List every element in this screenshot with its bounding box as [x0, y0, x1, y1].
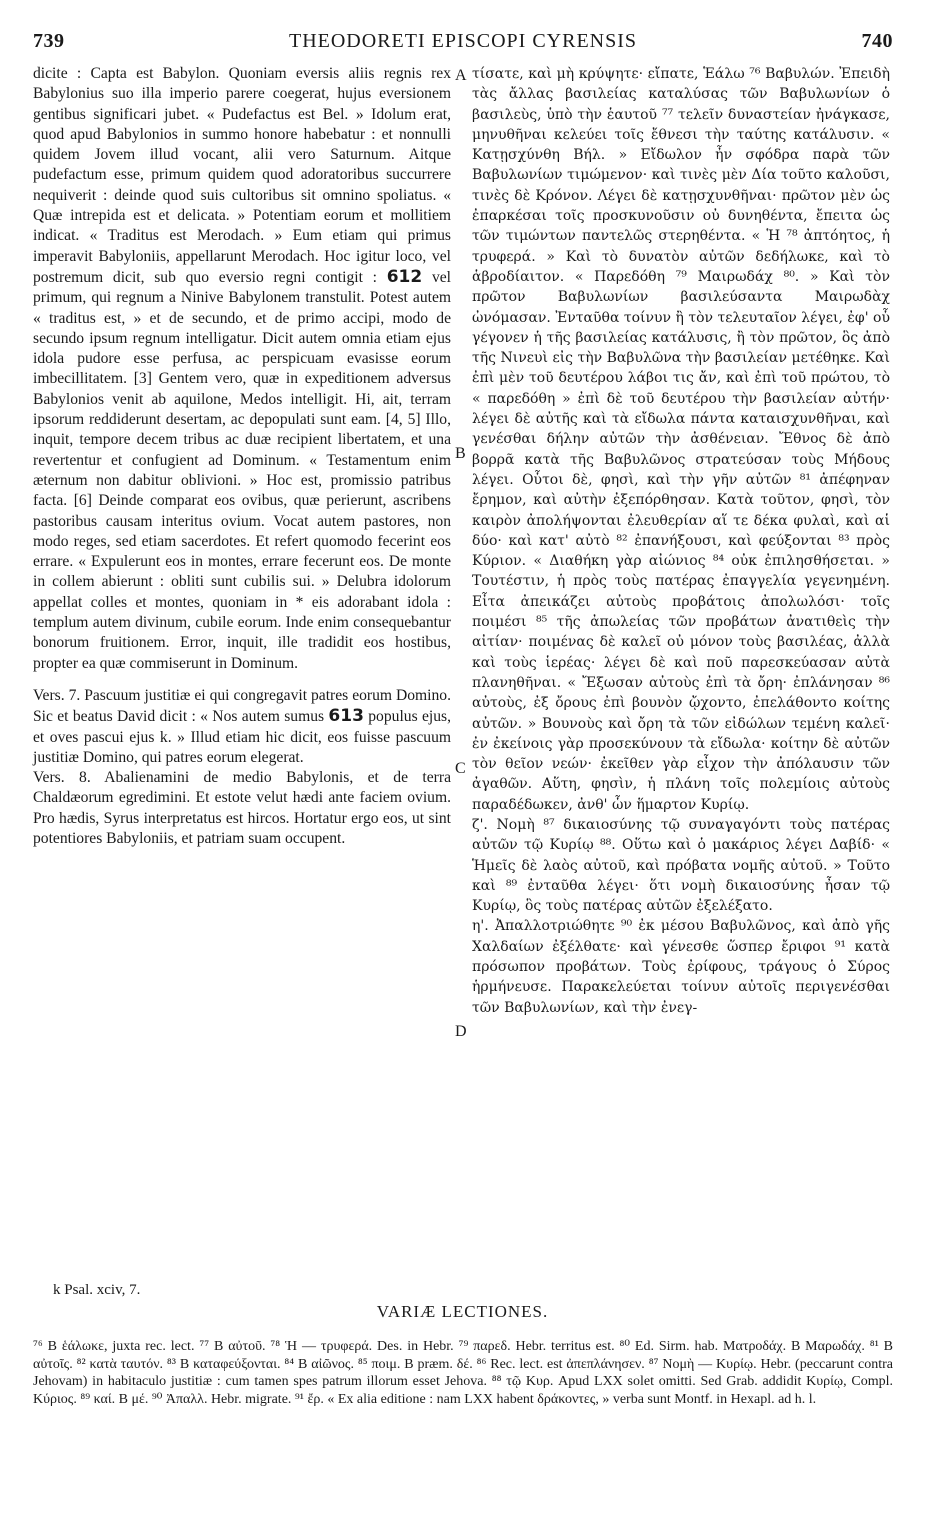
greek-column: [472, 64, 890, 1018]
migne-page-number: 612: [386, 266, 423, 287]
page-number-right: 740: [861, 30, 893, 52]
latin-verse-8: Vers. 8. Abalienamini de medio Babylonis, et de terra Chaldæorum egredimini. Et estote velut hædi ante faciem ovium. Pro hædis, Syrus interpretatus est hircos. Hortatur ergo eos, ut sint potentiores Babyloniis, et patriam suam occupent.: [33, 769, 451, 847]
variae-lectiones-title: VARIÆ LECTIONES.: [376, 1302, 549, 1321]
page-header: [33, 30, 893, 60]
section-marker-a: A: [455, 67, 467, 84]
greek-verse-8: η'. Ἀπαλλοτριώθητε ⁹⁰ ἐκ μέσου Βαβυλῶνος, καὶ ἀπὸ γῆς Χαλδαίων ἐξέλθατε· καὶ γένεσθε ὥσπερ ἔριφοι ⁹¹ κατὰ πρόσωπον προβάτων. Τοὺς ἐρίφους, τράγους ὁ Σύρος ἡρμήνευσε. Παρακελεύεται τοίνυν αὐτοῖς περιγενέσθαι τῶν Βαβυλωνίων, καὶ τὴν ἐνεγ-: [472, 918, 890, 1016]
section-marker-b: B: [455, 445, 466, 462]
page-number-left: 739: [33, 30, 65, 52]
section-marker-c: C: [455, 760, 466, 777]
latin-column: [33, 64, 451, 849]
section-marker-d: D: [455, 1023, 467, 1040]
greek-verse-7: ζ'. Νομὴ ⁸⁷ δικαιοσύνης τῷ συναγαγόντι τοὺς πατέρας αὐτῶν τῷ Κυρίῳ ⁸⁸. Οὕτω καὶ ὁ μακάριος λέγει Δαβίδ· « Ἡμεῖς δὲ λαὸς αὐτοῦ, καὶ πρόβατα νομῆς αὐτοῦ. » Τοῦτο καὶ ⁸⁹ ἐνταῦθα λέγει· ὅτι νομὴ δικαιοσύνης ἦσαν τῷ Κυρίῳ, ὃς τοὺς πατέρας αὐτῶν ἐξελέξατο.: [472, 816, 890, 915]
running-title: THEODORETI EPISCOPI CYRENSIS: [288, 30, 638, 52]
footnote: k Psal. xciv, 7.: [53, 1282, 141, 1298]
migne-page-number: 613: [328, 706, 364, 727]
variae-lectiones: ⁷⁶ B ἑάλωκε, juxta rec. lect. ⁷⁷ B αὐτοῦ. ⁷⁸ Ἡ — τρυφερά. Des. in Hebr. ⁷⁹ παρεδ. Hebr. territus est. ⁸⁰ Ed. Sirm. hab. Ματροδάχ. B Μαρωδάχ. ⁸¹ B αὐτοῖς. ⁸² κατὰ ταυτόν. ⁸³ B καταφεύξονται. ⁸⁴ B αἰῶνος. ⁸⁵ ποιμ. B præm. δέ. ⁸⁶ Rec. lect. est ἀπεπλάνησεν. ⁸⁷ Νομὴ — Κυρίῳ. Hebr. (peccarunt contra Jehovam) in habitaculo justitiæ : cum tamen spes patrum illorum esset Jehova. ⁸⁸ τῷ Κυρ. Apud LXX solet omitti. Sed Grab. addidit Κυρίῳ, Compl. Κύριος. ⁸⁹ καί. B μέ. ⁹⁰ Ἀπαλλ. Hebr. migrate. ⁹¹ ἔρ. « Ex alia editione : nam LXX habent δράκοντες, » verba sunt Montf. in Hexapl. ad h. l.: [33, 1339, 893, 1407]
latin-verse-7: Vers. 7. Pascuum justitiæ ei qui congregavit patres eorum Domino. Sic et beatus David dicit : « Nos autem sumus 613 populus ejus, et oves pascui ejus k. » Illud etiam hic dicit, eos fuisse pascuum justitiæ Domino, qui patres eorum elegerat.: [33, 686, 451, 766]
latin-paragraph: dicite : Capta est Babylon. Quoniam eversis aliis regnis rex Babylonius suo illa imperio parere coegerat, hujus eversionem gentibus significari jubet. « Pudefactus est Bel. » Idolum erat, quod apud Babylonios in summo honore habebatur : et nonnulli quidem Jovem illud vocant, alii vero Saturnum. Aitque pudefactum esse, primum quidem quod adoratoribus succurrere nequiverit : deinde quod suis cultoribus sit omnino spoliatus. « Quæ intrepida est et delicata. » Potentiam eorum et mollitiem indicat. « Traditus est Merodach. » Eum etiam qui primus imperavit Babyloniis, appellarunt Merodach. Hoc igitur loco, vel postremum dicit, sub quo eversio regni contigit : 612 vel primum, qui regnum a Ninive Babylonem transtulit. Potest autem « traditus est, » et de secundo, et de primo accipi, modo de secundo ipsum regnum intelligatur. Dicit autem omnia etiam ejus idola pudore esse perfusa, ac perspicuam evasisse eorum imbecillitatem. [3] Gentem vero, quæ in expeditionem adversus Babylonios venit ab aquilone, Medos intelligit. Hi, ait, terram ipsorum reddiderunt desertam, ac depopulati sunt eam. [4, 5] Illo, inquit, tempore decem tribus ac duæ recipient libertatem, et una revertentur et confugient ad Dominum. « Testamentum enim æternum non dabitur oblivioni. » Hoc est, promissio patribus facta. [6] Deinde comparat eos ovibus, quæ perierunt, ascribens pastoribus causam interitus ovium. Vocat autem pastores, non modo reges, sed etiam sacerdotes. Et refert quomodo fecerint eos errare. « Expulerunt eos in montes, errare fecerunt eos. De monte in collem abierunt : obliti sunt cubilis sui. » Delubra idolorum appellat colles et montes, quoniam in * eis adorabant idola : templum autem divinum, cubile eorum. Inde enim consequebantur bonorum fruitionem. Error, inquit, ille tradidit eos hostibus, propter ea quæ commiserunt in Dominum.: [33, 65, 451, 672]
greek-paragraph: τίσατε, καὶ μὴ κρύψητε· εἴπατε, Ἑάλω ⁷⁶ Βαβυλών. Ἐπειδὴ τὰς ἄλλας βασιλείας καταλύσας τῶν Βαβυλωνίων ὁ βασιλεὺς, ὑπὸ τὴν ἑαυτοῦ ⁷⁷ τελεῖν δυναστείαν ἠνάγκασε, μηνυθῆναι κελεύει τοῖς ἔθνεσι τὴν ταύτης κατάλυσιν. « Κατῃσχύνθη Βήλ. » Εἴδωλον ἦν σφόδρα παρὰ τῶν Βαβυλωνίων τιμώμενον· καὶ τινὲς μὲν Δία τοῦτο καλοῦσι, τινὲς δὲ Κρόνον. Λέγει δὲ κατῃσχυνθῆναι· πρῶτον μὲν ὡς ἐπαρκέσαι τοῖς προσκυνοῦσιν οὐ δυνηθέντα, ἔπειτα ὡς τῶν τιμώντων παντελῶς στερηθέντα. « Ἡ ⁷⁸ ἀπτόητος, ἡ τρυφερά. » Καὶ τὸ δυνατὸν αὐτῶν δεδήλωκε, καὶ τὸ ἁβροδίαιτον. « Παρεδόθη ⁷⁹ Μαιρωδάχ ⁸⁰. » Καὶ τὸν πρῶτον Βαβυλωνίων βασιλεύσαντα Μαιρωδὰχ ὠνόμασαν. Ἐνταῦθα τοίνυν ἢ τὸν τελευταῖον λέγει, ἐφ' οὗ γέγονεν ἡ τῆς βασιλείας κατάλυσις, ἢ τὸν πρῶτον, ὃς ἀπὸ τῆς Νινευὶ εἰς τὴν Βαβυλῶνα τὴν βασιλείαν μετέθηκε. Καὶ ἐπὶ μὲν τοῦ δευτέρου λάβοι τις ἄν, καὶ ἐπὶ τοῦ πρώτου, τὸ « παρεδόθη » ἐπὶ δὲ τοῦ δευτέρου τὴν βασιλείαν αὐτήν· λέγει δὲ αὐτῆς καὶ τὰ εἴδωλα πάντα καταισχυνθῆναι, καὶ γενέσθαι δήλην αὐτῶν τὴν ἀσθένειαν. Ἔθνος δὲ ἀπὸ βορρᾶ κατὰ τῆς Βαβυλῶνος στρατεύσαν τοὺς Μήδους λέγει. Οὗτοι δὲ, φησὶ, καὶ τὴν γῆν αὐτῶν ⁸¹ ἀπέφηναν ἔρημον, καὶ αὐτὴν ἐξεπόρθησαν. Κατὰ τοῦτον, φησὶ, τὸν καιρὸν ἀπολήψονται ἐλευθερίαν αἵ τε δέκα φυλαὶ, καὶ αἱ δύο· καὶ κατ' αὐτὸ ⁸² ἐπανήξουσι, καὶ φεύξονται ⁸³ πρὸς Κύριον. « Διαθήκη γὰρ αἰώνιος ⁸⁴ οὐκ ἐπιλησθήσεται. » Τουτέστιν, ἡ πρὸς τοὺς πατέρας ἐπαγγελία γεγενημένη. Εἶτα ἀπεικάζει αὐτοὺς προβάτοις ἀπολωλόσι· τοῖς ποιμέσι ⁸⁵ τῆς ἀπωλείας τῶν προβάτων ἀνατιθεὶς τὴν αἰτίαν· ποιμένας δὲ καλεῖ οὐ μόνον τοὺς βασιλέας, ἀλλὰ καὶ τοὺς ἱερέας· λέγει δὲ καὶ ποῦ παρεσκεύασαν αὐτὰ πλανηθῆναι. « Ἔξωσαν αὐτοὺς ἐπὶ τὰ ὄρη· ἐπλάνησαν ⁸⁶ αὐτοὺς, ἐξ ὄρους ἐπὶ βουνὸν ᾤχοντο, ἐπελάθοντο κοίτης αὐτῶν. » Βουνοὺς καὶ ὄρη τὰ τῶν εἰδώλων τεμένη καλεῖ· ἐν ἐκείνοις γὰρ προσεκύνουν τὰ εἴδωλα· κοίτην δὲ αὐτῶν τὸν θεῖον νεών· ἐκεῖθεν γὰρ εἶχον τὴν ἀπόλαυσιν τῶν ἀγαθῶν. Αὕτη, φησὶν, ἡ πλάνη τοῖς πολεμίοις αὐτοὺς παραδέδωκεν, ἀνθ' ὧν ἥμαρτον Κυρίῳ.: [472, 66, 890, 813]
